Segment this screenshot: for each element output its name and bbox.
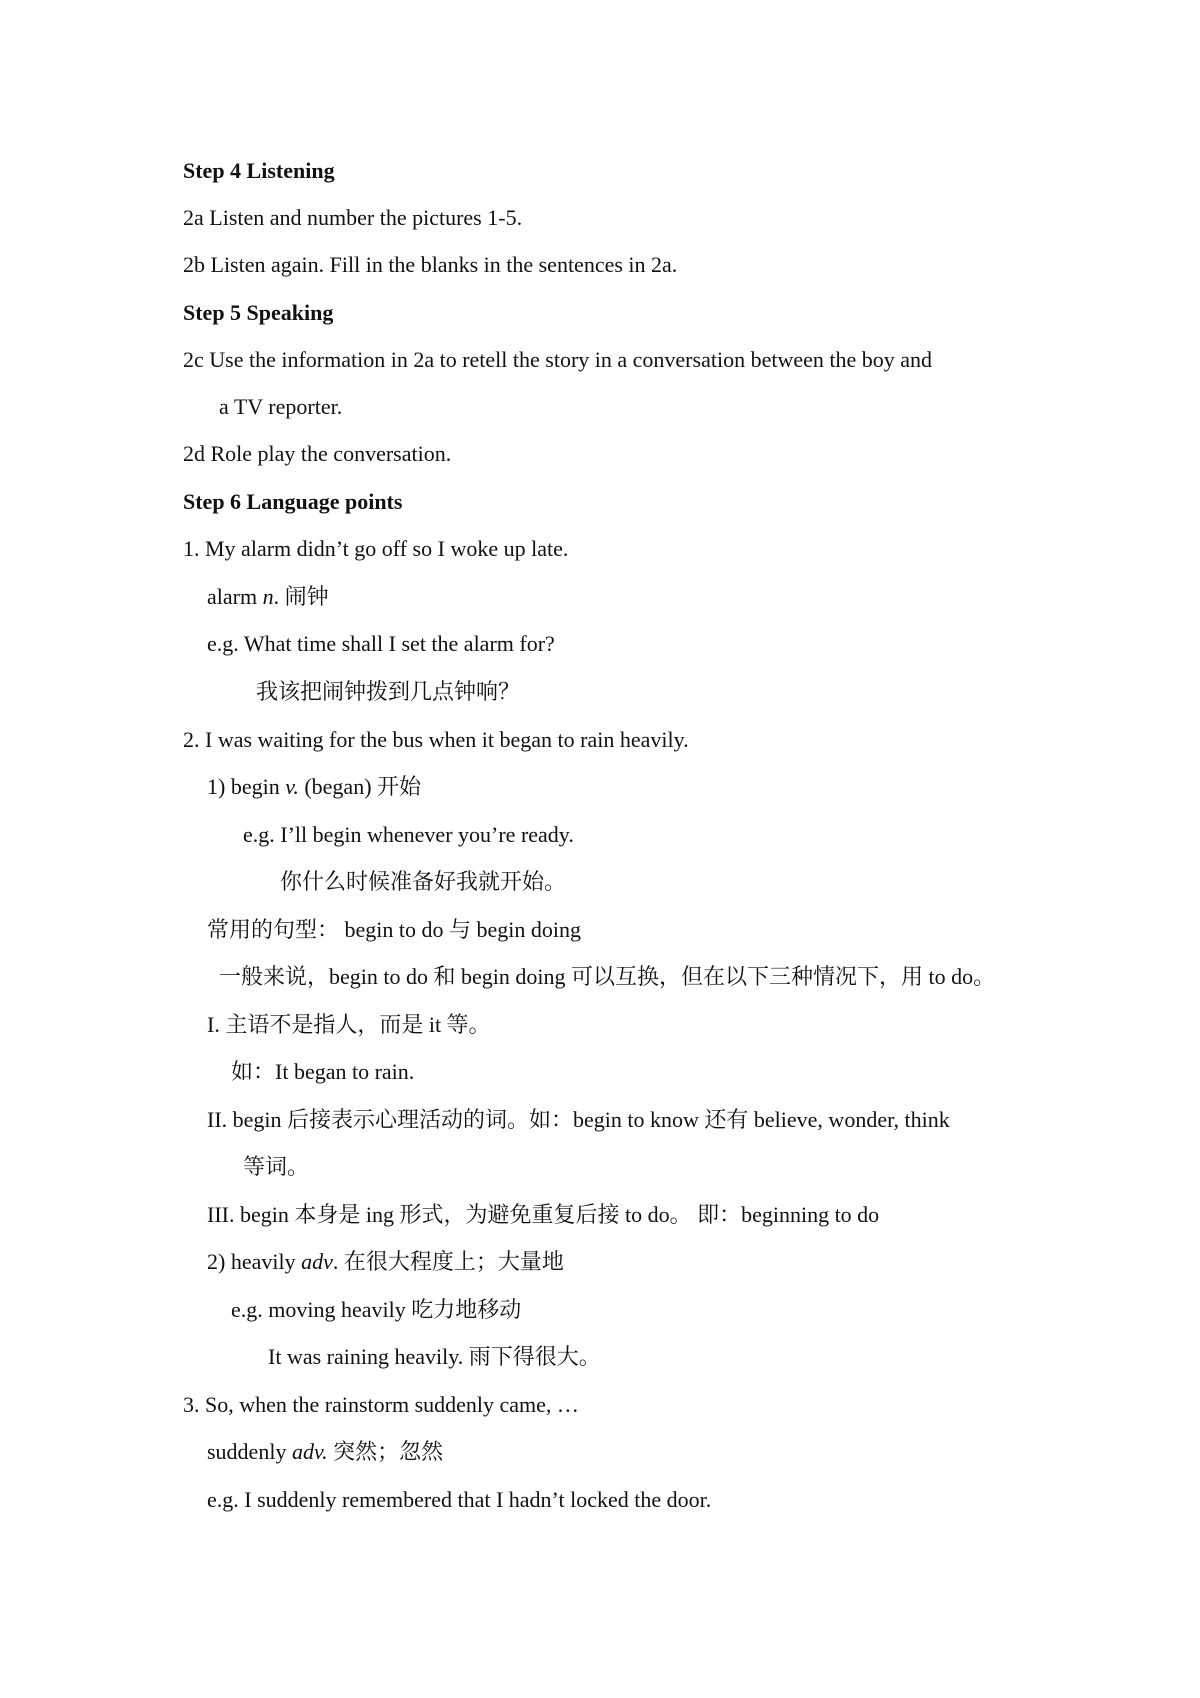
point3-sentence: 3. So, when the rainstorm suddenly came, …: [183, 1392, 579, 1417]
point2-sentence: 2. I was waiting for the bus when it began to rain heavily.: [183, 727, 689, 752]
point1-pos: n: [262, 584, 274, 609]
heavily-pos: adv: [301, 1249, 333, 1274]
point1-sentence: 1. My alarm didn’t go off so I woke up late.: [183, 536, 569, 561]
begin-example: e.g. I’ll begin whenever you’re ready.: [243, 822, 574, 847]
point3-vocab: [207, 1437, 443, 1467]
heavily-example-1: e.g. moving heavily 吃力地移动: [231, 1297, 522, 1322]
step4-heading: Step 4 Listening: [183, 158, 335, 183]
begin-translation: 你什么时候准备好我就开始。: [280, 869, 567, 894]
step5-2c-line2: a TV reporter.: [219, 394, 343, 419]
step5-heading: Step 5 Speaking: [183, 300, 334, 325]
point1-translation: 我该把闹钟拨到几点钟响？: [256, 679, 521, 704]
begin-pos: v.: [285, 774, 299, 799]
step6-heading: Step 6 Language points: [183, 489, 403, 514]
begin-word: 1) begin: [207, 774, 286, 799]
step5-2d: 2d Role play the conversation.: [183, 441, 452, 466]
begin-general-rule: 一般来说，begin to do 和 begin doing 可以互换，但在以下三种情况下，用 to do。: [219, 964, 996, 989]
begin-pattern: 常用的句型： begin to do 与 begin doing: [207, 917, 581, 942]
step4-2b: 2b Listen again. Fill in the blanks in the sentences in 2a.: [183, 252, 678, 277]
begin-rule-1: I. 主语不是指人，而是 it 等。: [207, 1012, 491, 1037]
heavily-meaning: . 在很大程度上；大量地: [332, 1249, 564, 1274]
point2-begin: [207, 772, 421, 802]
point1-word: alarm: [207, 584, 263, 609]
begin-rule-2: II. begin 后接表示心理活动的词。如：begin to know 还有 believe, wonder, think: [207, 1107, 950, 1132]
point1-vocab: [207, 582, 329, 612]
heavily-word: 2) heavily: [207, 1249, 302, 1274]
step4-2a: 2a Listen and number the pictures 1-5.: [183, 205, 523, 230]
heavily-example-2: It was raining heavily. 雨下得很大。: [268, 1344, 601, 1369]
begin-rule-2-cont: 等词。: [243, 1154, 310, 1179]
step5-2c-line1: 2c Use the information in 2a to retell the story in a conversation between the boy and: [183, 347, 932, 372]
begin-meaning: (began) 开始: [298, 774, 422, 799]
begin-rule-1-example: 如：It began to rain.: [231, 1059, 415, 1084]
point3-pos: adv.: [291, 1439, 328, 1464]
begin-rule-3: III. begin 本身是 ing 形式，为避免重复后接 to do。 即：beginning to do: [207, 1202, 880, 1227]
point1-meaning: . 闹钟: [273, 584, 329, 609]
point1-example: e.g. What time shall I set the alarm for?: [207, 631, 555, 656]
point3-example: e.g. I suddenly remembered that I hadn’t locked the door.: [207, 1487, 712, 1512]
point3-meaning: 突然；忽然: [327, 1439, 444, 1464]
point3-word: suddenly: [207, 1439, 292, 1464]
point2-heavily: [207, 1247, 564, 1277]
